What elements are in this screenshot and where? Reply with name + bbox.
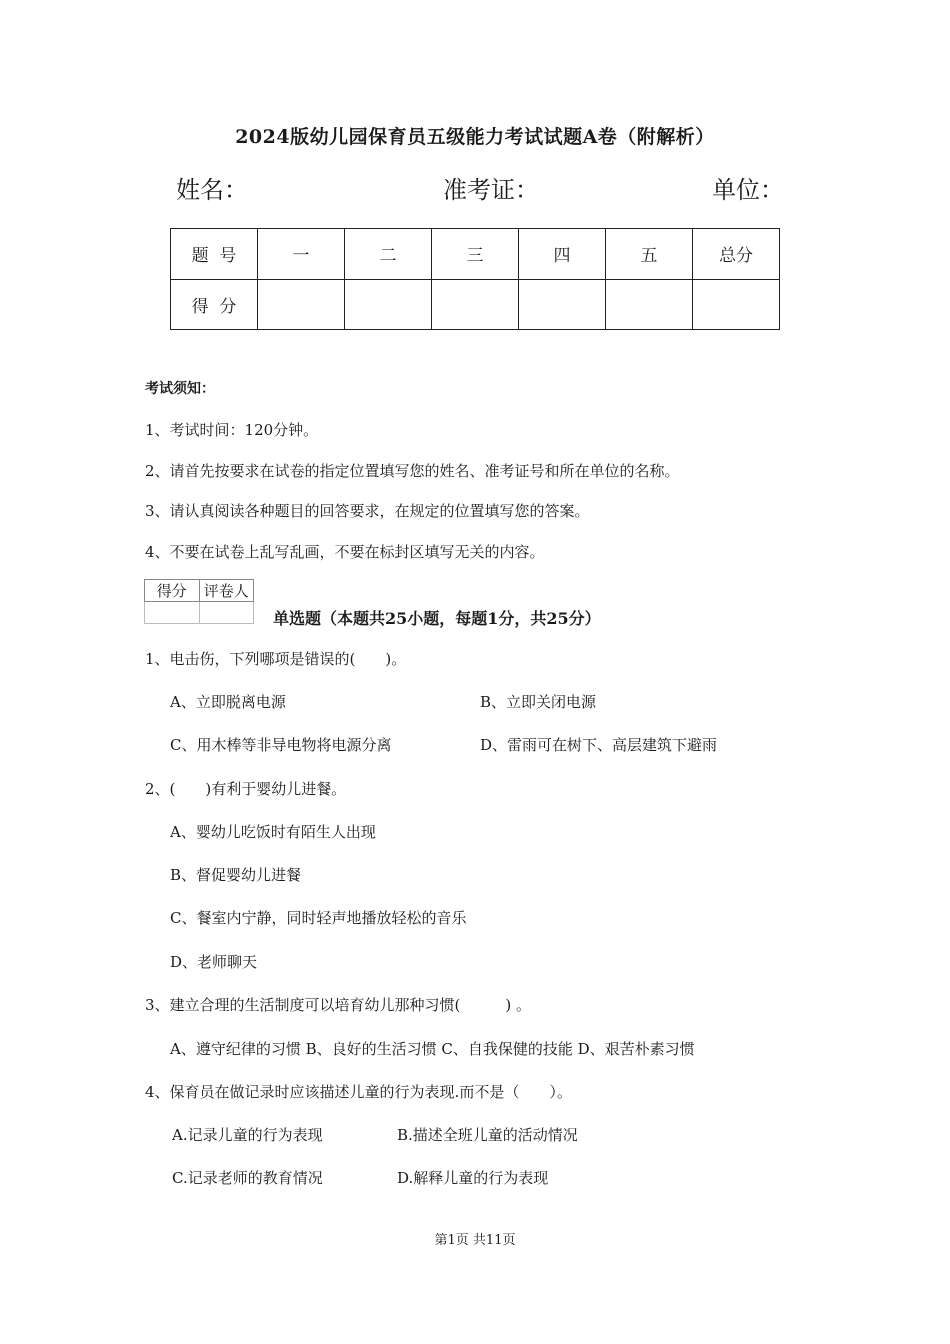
section-title: 单选题（本题共25小题，每题1分，共25分） — [273, 609, 601, 628]
question-2-option-b: B、督促婴幼儿进餐 — [170, 866, 302, 884]
header-cell-question-no: 题 号 — [171, 229, 258, 280]
score-cell-1[interactable] — [258, 279, 345, 330]
question-2-option-a: A、婴幼儿吃饭时有陌生人出现 — [170, 823, 376, 841]
grader-box — [144, 579, 254, 624]
score-cell-5[interactable] — [606, 279, 693, 330]
grader-name-label: 评卷人 — [199, 580, 254, 602]
header-cell-1: 一 — [258, 229, 345, 280]
header-cell-2: 二 — [345, 229, 432, 280]
score-table-score-row — [171, 279, 780, 330]
grader-score-label: 得分 — [145, 580, 200, 602]
score-cell-total[interactable] — [693, 279, 780, 330]
question-4-option-c: C.记录老师的教育情况 — [172, 1169, 323, 1187]
question-4-option-b: B.描述全班儿童的活动情况 — [397, 1126, 578, 1144]
score-table — [170, 228, 780, 330]
header-cell-3: 三 — [432, 229, 519, 280]
exam-title: 2024版幼儿园保育员五级能力考试试题A卷（附解析） — [235, 126, 715, 148]
header-cell-5: 五 — [606, 229, 693, 280]
score-cell-4[interactable] — [519, 279, 606, 330]
question-2-option-d: D、老师聊天 — [170, 953, 258, 971]
page-footer: 第1页 共11页 — [434, 1233, 516, 1248]
notice-heading: 考试须知： — [145, 381, 215, 397]
notice-item-1: 1、考试时间：120分钟。 — [145, 421, 319, 439]
unit-field-label: 单位： — [712, 176, 784, 204]
score-row-label: 得 分 — [171, 279, 258, 330]
question-4-option-d: D.解释儿童的行为表现 — [397, 1169, 549, 1187]
notice-item-3: 3、请认真阅读各种题目的回答要求，在规定的位置填写您的答案。 — [145, 502, 590, 520]
question-1-stem: 1、电击伤，下列哪项是错误的( )。 — [145, 650, 407, 668]
question-1-option-d: D、雷雨可在树下、高层建筑下避雨 — [480, 736, 718, 754]
question-1-option-a: A、立即脱离电源 — [170, 693, 286, 711]
question-2-option-c: C、餐室内宁静，同时轻声地播放轻松的音乐 — [170, 909, 467, 927]
header-cell-4: 四 — [519, 229, 606, 280]
question-3-stem: 3、建立合理的生活制度可以培育幼儿那种习惯( ) 。 — [145, 996, 532, 1014]
question-1-option-c: C、用木棒等非导电物将电源分离 — [170, 736, 392, 754]
question-3-options: A、遵守纪律的习惯 B、良好的生活习惯 C、自我保健的技能 D、艰苦朴素习惯 — [170, 1040, 695, 1058]
score-cell-3[interactable] — [432, 279, 519, 330]
question-1-option-b: B、立即关闭电源 — [480, 693, 597, 711]
question-2-stem: 2、( )有利于婴幼儿进餐。 — [145, 780, 347, 798]
header-cell-total: 总分 — [693, 229, 780, 280]
score-table-header-row — [171, 229, 780, 280]
name-field-label: 姓名： — [176, 176, 248, 204]
question-4-option-a: A.记录儿童的行为表现 — [172, 1126, 323, 1144]
notice-item-2: 2、请首先按要求在试卷的指定位置填写您的姓名、准考证号和所在单位的名称。 — [145, 462, 680, 480]
grader-score-cell[interactable] — [145, 602, 200, 624]
score-cell-2[interactable] — [345, 279, 432, 330]
exam-id-field-label: 准考证： — [443, 176, 539, 204]
grader-name-cell[interactable] — [199, 602, 254, 624]
notice-item-4: 4、不要在试卷上乱写乱画，不要在标封区填写无关的内容。 — [145, 543, 545, 561]
question-4-stem: 4、保育员在做记录时应该描述儿童的行为表现.而不是（ ）。 — [145, 1083, 572, 1101]
